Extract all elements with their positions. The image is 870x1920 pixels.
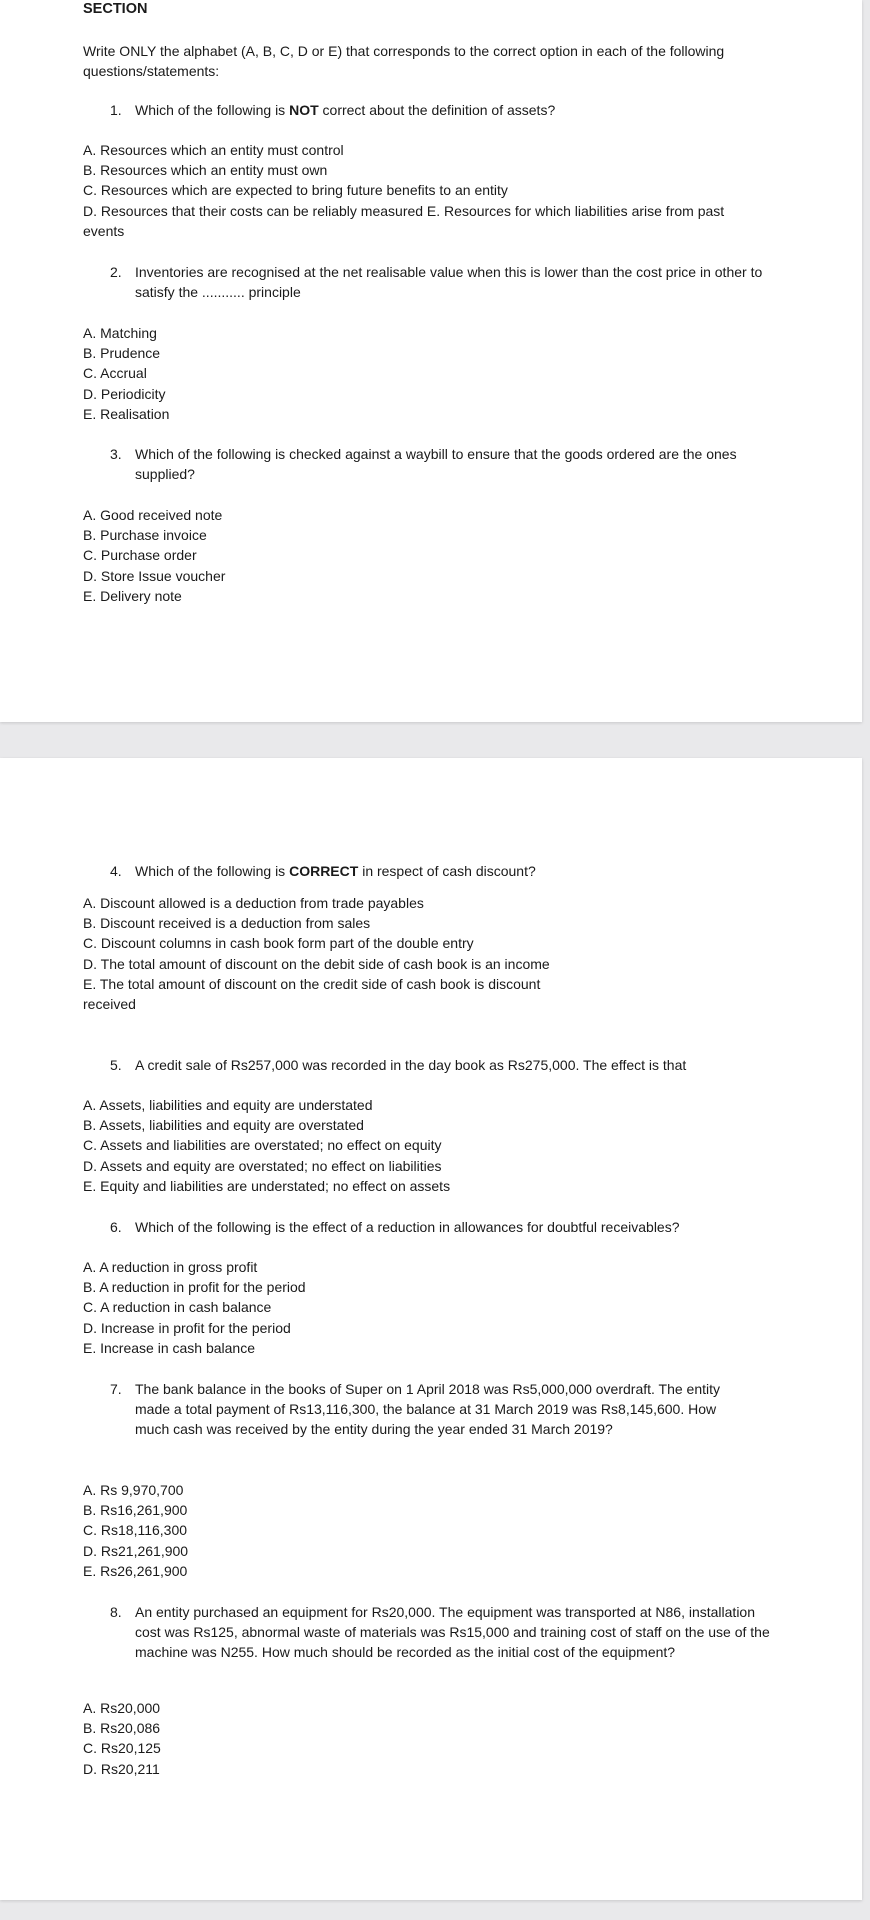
option-c: C. Rs18,116,300 bbox=[83, 1522, 188, 1539]
option-d: D. The total amount of discount on the debit side of cash book is an income bbox=[83, 955, 550, 972]
instructions: Write ONLY the alphabet (A, B, C, D or E) that corresponds to the correct option in each of the following questions/statements: bbox=[83, 43, 725, 79]
option-c: C. Assets and liabilities are overstated; no effect on equity bbox=[83, 1137, 442, 1154]
option-d: D. Rs20,211 bbox=[83, 1760, 160, 1777]
option-b: B. Prudence bbox=[83, 345, 161, 362]
option-d: D. Store Issue voucher bbox=[83, 567, 226, 584]
question-text: Which of the following is CORRECT in respect of cash discount? bbox=[135, 863, 536, 879]
option-a: A. Good received note bbox=[83, 507, 223, 523]
option-e: E. Realisation bbox=[83, 405, 170, 422]
options-q8 bbox=[83, 1698, 763, 1779]
document-page-2 bbox=[0, 758, 862, 1900]
option-c: C. Resources which are expected to bring future benefits to an entity bbox=[83, 182, 508, 199]
question-text: An entity purchased an equipment for Rs20,000. The equipment was transported at N86, installation cost was Rs125, abnormal waste of materials was Rs15,000 and training cost of staff on the use of the machine was N255. How much should be recorded as the initial cost of the equipment? bbox=[135, 1604, 770, 1660]
option-a: A. A reduction in gross profit bbox=[83, 1259, 258, 1275]
option-b: B. Resources which an entity must own bbox=[83, 162, 328, 179]
question-number: 8. bbox=[110, 1604, 122, 1620]
option-d: D. Assets and equity are overstated; no effect on liabilities bbox=[83, 1157, 442, 1174]
question-number: 7. bbox=[110, 1381, 122, 1397]
option-b: B. Rs16,261,900 bbox=[83, 1502, 188, 1519]
option-a: A. Rs20,000 bbox=[83, 1700, 161, 1716]
option-d: D. Rs21,261,900 bbox=[83, 1542, 189, 1559]
question-number: 3. bbox=[110, 446, 122, 462]
option-e: E. Equity and liabilities are understated; no effect on assets bbox=[83, 1177, 451, 1194]
question-text: The bank balance in the books of Super on 1 April 2018 was Rs5,000,000 overdraft. The entity made a total payment of Rs13,116,300, the balance at 31 March 2019 was Rs8,145,600. How much cash was received by the entity during the year ended 31 March 2019? bbox=[135, 1381, 721, 1437]
document-page-1 bbox=[0, 0, 862, 722]
question-number: 2. bbox=[110, 264, 122, 280]
option-d: D. Increase in profit for the period bbox=[83, 1319, 291, 1336]
question-emphasis: NOT bbox=[289, 102, 319, 118]
options-q7 bbox=[83, 1480, 763, 1581]
option-c: C. Rs20,125 bbox=[83, 1740, 161, 1757]
option-d: D. Periodicity bbox=[83, 385, 166, 402]
option-d: D. Resources that their costs can be reliably measured E. Resources for which liabilities arise from past events bbox=[83, 202, 725, 239]
question-1 bbox=[110, 100, 770, 120]
question-text: Which of the following is checked against a waybill to ensure that the goods ordered are the ones supplied? bbox=[135, 446, 737, 482]
option-a: A. Matching bbox=[83, 325, 157, 341]
options-q5 bbox=[83, 1095, 763, 1196]
option-c: C. Accrual bbox=[83, 365, 147, 382]
option-e: E. Rs26,261,900 bbox=[83, 1562, 188, 1579]
question-4 bbox=[110, 861, 770, 881]
question-text: Which of the following is NOT correct about the definition of assets? bbox=[135, 102, 556, 118]
option-c: C. Purchase order bbox=[83, 547, 197, 564]
question-text: A credit sale of Rs257,000 was recorded in the day book as Rs275,000. The effect is that bbox=[135, 1057, 687, 1073]
question-5 bbox=[110, 1055, 810, 1075]
option-b: B. Discount received is a deduction from sales bbox=[83, 915, 371, 932]
question-number: 4. bbox=[110, 863, 122, 879]
question-text: Inventories are recognised at the net realisable value when this is lower than the cost price in other to satisfy the ........... principle bbox=[135, 264, 763, 300]
question-emphasis: CORRECT bbox=[289, 863, 359, 879]
question-7 bbox=[110, 1379, 750, 1439]
option-e: E. The total amount of discount on the credit side of cash book is discount received bbox=[83, 975, 541, 1013]
option-a: A. Discount allowed is a deduction from trade payables bbox=[83, 895, 424, 911]
option-c: C. A reduction in cash balance bbox=[83, 1299, 272, 1316]
options-q4 bbox=[83, 893, 553, 1014]
question-8 bbox=[110, 1602, 770, 1662]
question-text: Which of the following is the effect of a reduction in allowances for doubtful receivables? bbox=[135, 1219, 680, 1235]
question-number: 5. bbox=[110, 1057, 122, 1073]
question-3 bbox=[110, 444, 770, 484]
question-2 bbox=[110, 262, 770, 302]
question-6 bbox=[110, 1217, 810, 1237]
options-q2 bbox=[83, 323, 763, 424]
section-title: SECTION bbox=[83, 1, 148, 17]
option-e: E. Delivery note bbox=[83, 587, 182, 604]
option-b: B. Purchase invoice bbox=[83, 527, 207, 544]
option-c: C. Discount columns in cash book form part of the double entry bbox=[83, 935, 474, 952]
option-a: A. Rs 9,970,700 bbox=[83, 1482, 184, 1498]
option-b: B. Assets, liabilities and equity are overstated bbox=[83, 1117, 364, 1134]
option-a: A. Resources which an entity must control bbox=[83, 142, 344, 158]
options-q1 bbox=[83, 140, 763, 241]
question-number: 6. bbox=[110, 1219, 122, 1235]
option-b: B. A reduction in profit for the period bbox=[83, 1279, 306, 1296]
option-b: B. Rs20,086 bbox=[83, 1720, 161, 1737]
question-number: 1. bbox=[110, 102, 122, 118]
options-q3 bbox=[83, 505, 763, 606]
option-a: A. Assets, liabilities and equity are understated bbox=[83, 1097, 373, 1113]
options-q6 bbox=[83, 1257, 763, 1358]
option-e: E. Increase in cash balance bbox=[83, 1339, 255, 1356]
